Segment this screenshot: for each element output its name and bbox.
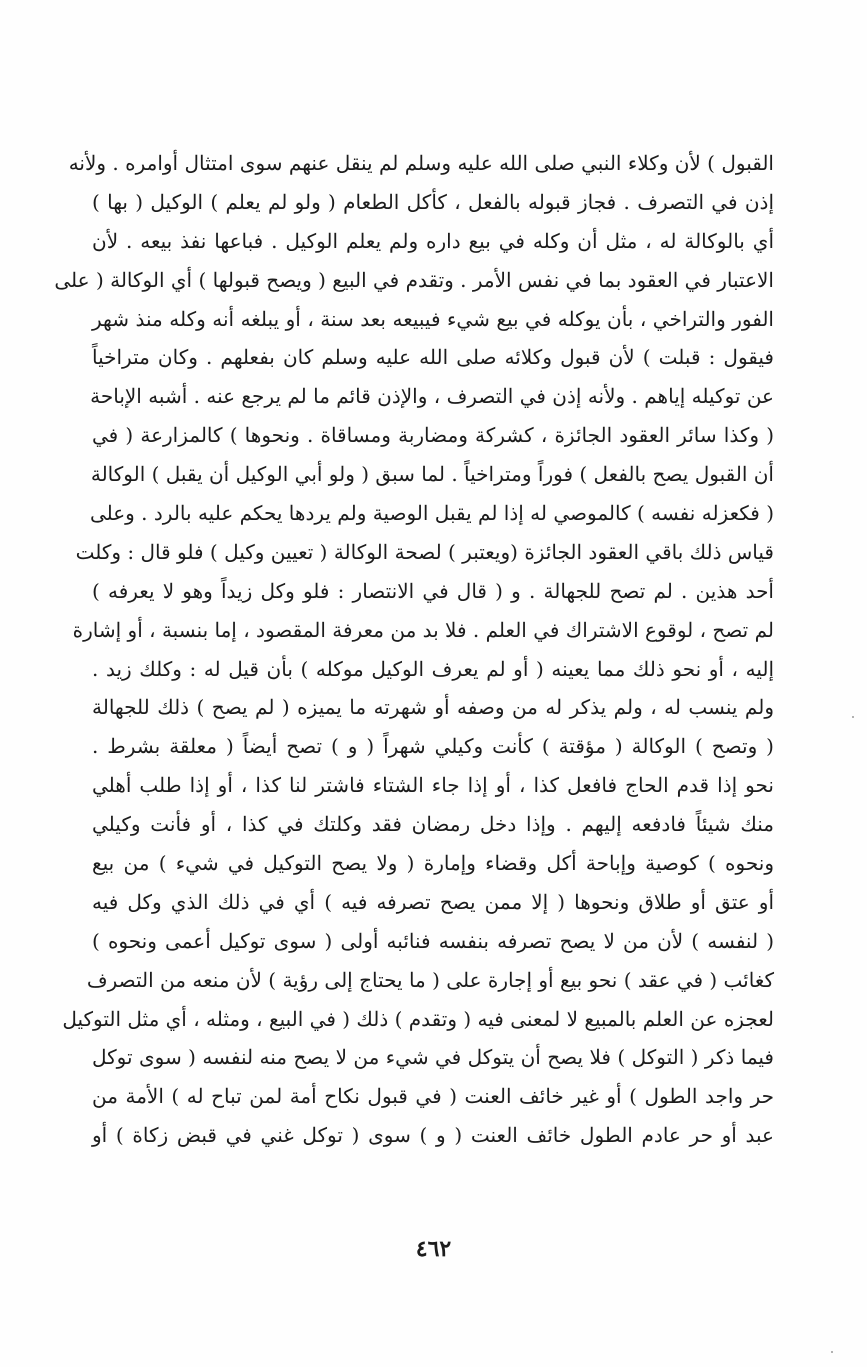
text-line: أو عتق أو طلاق ونحوها ( إلا ممن يصح تصرفه فيه ) أي في ذلك الذي وكل فيه [92, 889, 774, 914]
text-line: أن القبول يصح بالفعل ) فوراً ومتراخياً . لما سبق ( ولو أبي الوكيل أن يقبل ) الوكالة [90, 462, 774, 487]
text-line: القبول ) لأن وكلاء النبي صلى الله عليه وسلم لم ينقل عنهم سوى امتثال أوامره . ولأنه [68, 151, 774, 175]
text-line: لعجزه عن العلم بالمبيع لا لمعنى فيه ( وتقدم ) ذلك ( في البيع ، ومثله ، أي مثل التوكيل [62, 1006, 774, 1031]
text-line: ( فكعزله نفسه ) كالموصي له إذا لم يقبل الوصية ولم يردها يحكم عليه بالرد . وعلى [89, 501, 774, 526]
text-line: فيقول : قبلت ) لأن قبول وكلائه صلى الله عليه وسلم كان بفعلهم . وكان متراخياً [92, 345, 774, 370]
text-line: منك شيئاً فادفعه إليهم . وإذا دخل رمضان فقد وكلتك في كذا ، أو فأنت وكيلي [92, 812, 774, 837]
scan-speck [831, 1351, 833, 1353]
text-line: عبد أو حر عادم الطول خائف العنت ( و ) سوى ( توكل غني في قبض زكاة ) أو [92, 1123, 774, 1148]
text-line: الاعتبار في العقود بما في نفس الأمر . وتقدم في البيع ( ويصح قبولها ) أي الوكالة ( على [54, 267, 774, 292]
text-line: عن توكيله إياهم . ولأنه إذن في التصرف ، والإذن قائم ما لم يرجع عنه . أشبه الإباحة [90, 384, 774, 409]
text-line: ( وكذا سائر العقود الجائزة ، كشركة ومضاربة ومساقاة . ونحوها ) كالمزارعة ( في [92, 423, 774, 448]
text-line: الفور والتراخي ، بأن يوكله في بيع شيء فيبيعه بعد سنة ، أو يبلغه أنه وكله منذ شهر [92, 306, 774, 331]
page-number: ٤٦٢ [415, 1236, 452, 1262]
text-line: أي بالوكالة له ، مثل أن وكله في بيع داره ولم يعلم الوكيل . فباعها نفذ بيعه . لأن [92, 228, 774, 253]
text-line: كغائب ( في عقد ) نحو بيع أو إجارة على ( ما يحتاج إلى رؤية ) لأن منعه من التصرف [86, 967, 774, 992]
body-text [54, 144, 774, 1155]
text-line: إليه ، أو نحو ذلك مما يعينه ( أو لم يعرف الوكيل موكله ) بأن قيل له : وكلك زيد . [92, 656, 774, 681]
scan-speck [852, 716, 854, 718]
text-line: ولم ينسب له ، ولم يذكر له من وصفه أو شهرته ما يميزه ( لم يصح ) ذلك للجهالة [92, 695, 774, 720]
text-line: نحو إذا قدم الحاج فافعل كذا ، أو إذا جاء الشتاء فاشتر لنا كذا ، أو إذا طلب أهلي [92, 773, 774, 798]
text-line: أحد هذين . لم تصح للجهالة . و ( قال في الانتصار : فلو وكل زيداً وهو لا يعرفه ) [92, 578, 774, 603]
text-line: ( لنفسه ) لأن من لا يصح تصرفه بنفسه فنائبه أولى ( سوى توكيل أعمى ونحوه ) [92, 928, 774, 953]
text-line: ( وتصح ) الوكالة ( مؤقتة ) كأنت وكيلي شهراً ( و ) تصح أيضاً ( معلقة بشرط . [92, 734, 774, 759]
text-line: حر واجد الطول ) أو غير خائف العنت ( في قبول نكاح أمة لمن تباح له ) الأمة من [92, 1084, 774, 1109]
text-line: لم تصح ، لوقوع الاشتراك في العلم . فلا بد من معرفة المقصود ، إما بنسبة ، أو إشارة [72, 617, 774, 642]
text-line: ونحوه ) كوصية وإباحة أكل وقضاء وإمارة ( ولا يصح التوكيل في شيء ) من بيع [92, 851, 774, 876]
text-line: إذن في التصرف . فجاز قبوله بالفعل ، كأكل الطعام ( ولو لم يعلم ) الوكيل ( بها ) [92, 189, 774, 214]
text-line: فيما ذكر ( التوكل ) فلا يصح أن يتوكل في شيء من لا يصح منه لنفسه ( سوى توكل [92, 1045, 774, 1070]
text-line: قياس ذلك باقي العقود الجائزة (ويعتبر ) لصحة الوكالة ( تعيين وكيل ) فلو قال : وكلت [75, 539, 774, 564]
